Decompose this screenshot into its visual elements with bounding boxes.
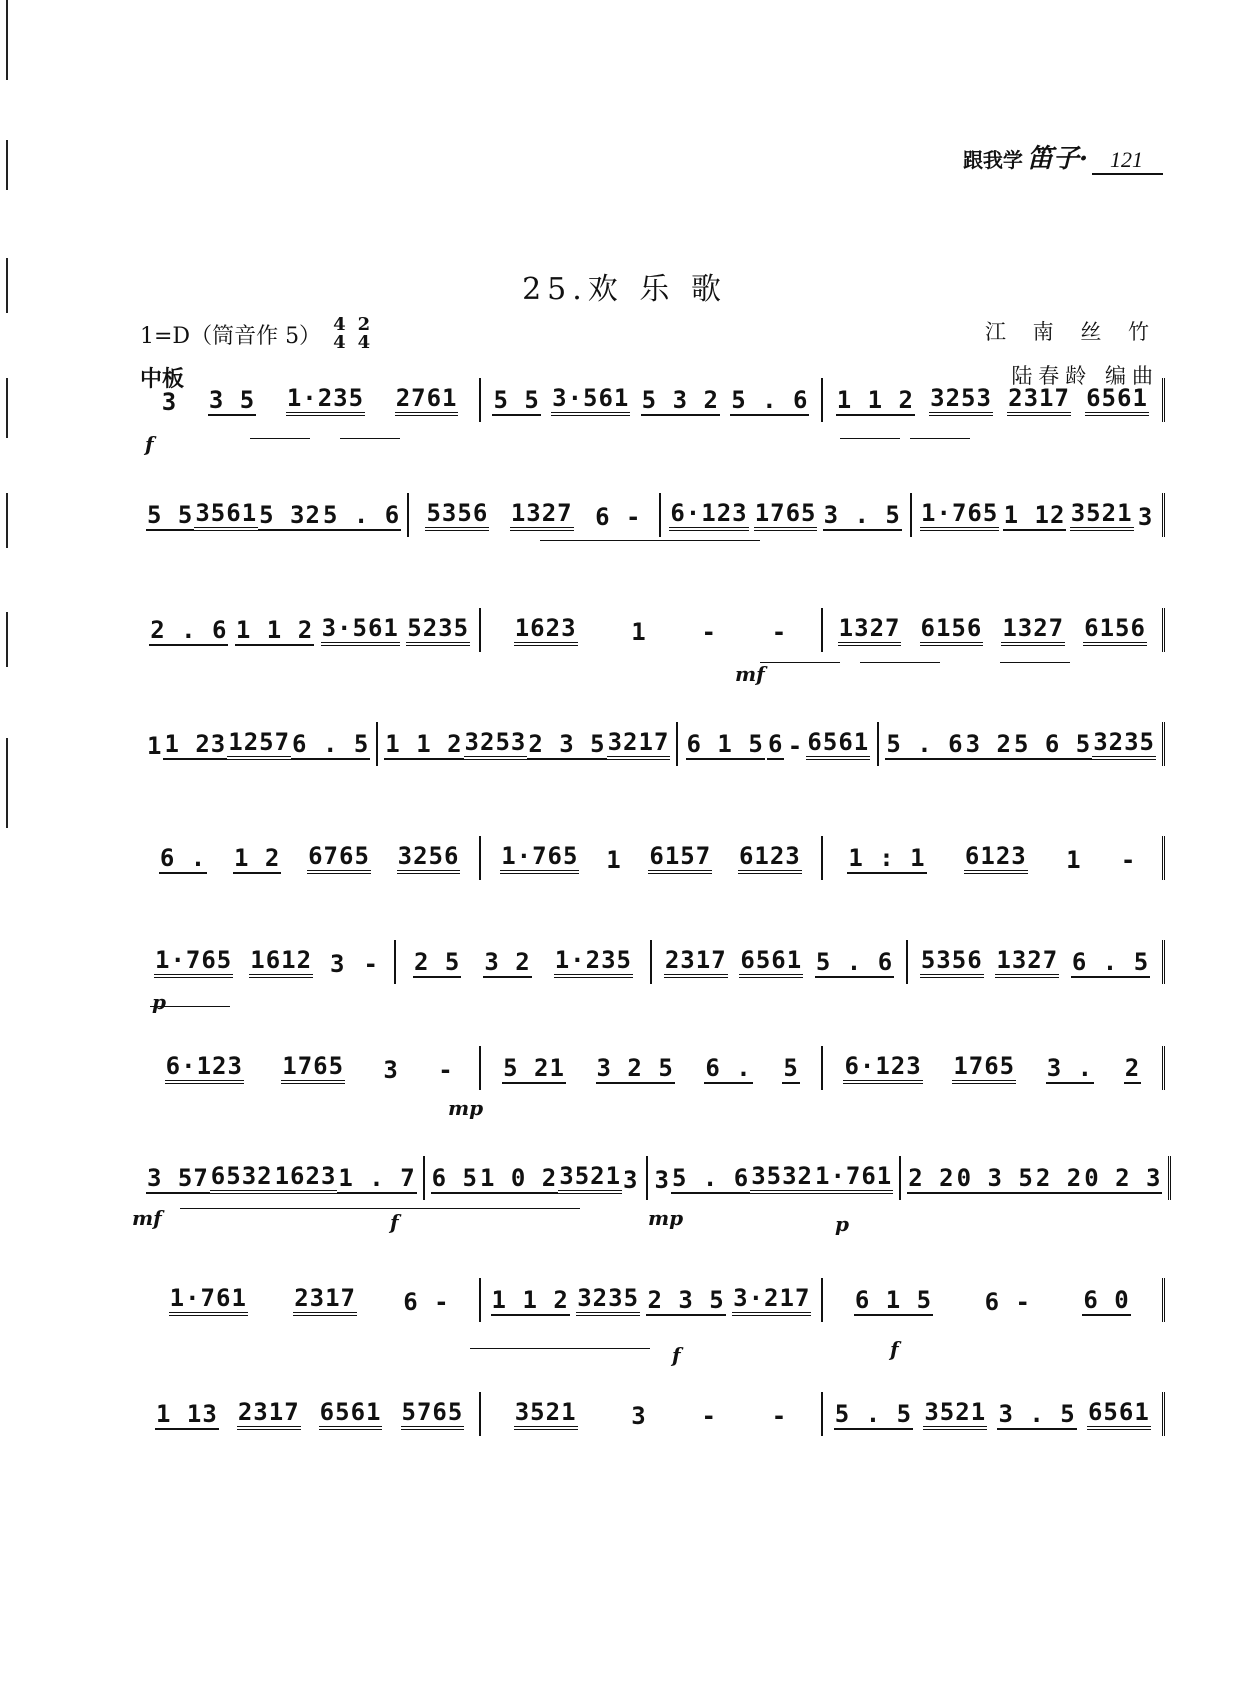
measure xyxy=(823,1278,1165,1322)
margin-mark xyxy=(6,378,8,438)
measure xyxy=(481,1278,822,1322)
note-group: 1·765 xyxy=(920,501,999,531)
note-group: 6 1 5 xyxy=(686,730,764,758)
measure xyxy=(378,722,678,766)
measure xyxy=(481,836,822,880)
note-group: 6561 xyxy=(1087,1400,1151,1430)
note-group: 6561 xyxy=(319,1400,383,1430)
score-line xyxy=(140,1156,1165,1200)
hairpin-line xyxy=(840,438,900,439)
note-group: 6 xyxy=(768,730,784,758)
note-group: 3 xyxy=(330,950,346,978)
note-group: 2 3 5 xyxy=(647,1286,725,1314)
note-group: 3256 xyxy=(397,844,461,874)
note-group: 1 0 2 xyxy=(480,1164,558,1192)
note-group: 5765 xyxy=(401,1400,465,1430)
hairpin-line xyxy=(1000,662,1070,663)
note-group: 2317 xyxy=(1007,386,1071,416)
note-group: 1 xyxy=(606,846,622,874)
score-line xyxy=(140,1046,1165,1090)
time-signature-top: 4 xyxy=(333,314,346,335)
note-group: 6123 xyxy=(964,844,1028,874)
note-group: 1623 xyxy=(514,616,578,646)
margin-mark xyxy=(6,738,8,828)
note-group: 1 1 2 xyxy=(385,730,463,758)
measure xyxy=(140,378,481,422)
hairpin-line xyxy=(910,438,970,439)
note-group: 3217 xyxy=(607,730,671,760)
hairpin-line xyxy=(540,540,760,541)
note-group: 6561 xyxy=(739,948,803,978)
note-group: 3 xyxy=(631,1402,647,1430)
score-line xyxy=(140,722,1165,766)
note-group: 1 xyxy=(1066,846,1082,874)
note-group: 2 . 6 xyxy=(150,616,228,644)
note-group: 2 5 xyxy=(414,948,461,976)
note-group: 3 2 5 xyxy=(596,1054,674,1082)
note-group: 0 3 5 xyxy=(956,1164,1034,1192)
note-group: 6·123 xyxy=(669,501,748,531)
note-group: 1·761 xyxy=(814,1164,893,1194)
note-group: 6 . 5 xyxy=(292,730,370,758)
note-group: 2 xyxy=(1124,1054,1141,1082)
note-group: 2761 xyxy=(395,386,459,416)
measure xyxy=(140,1278,481,1322)
note-group: - xyxy=(771,618,788,646)
note-group: 1 xyxy=(631,618,647,646)
note-group: - xyxy=(1120,846,1137,874)
note-group: 1612 xyxy=(249,948,313,978)
note-group: 5 . 5 xyxy=(834,1400,913,1428)
note-group: - xyxy=(363,950,379,978)
note-group: 6157 xyxy=(648,844,712,874)
note-group: 1 1 2 xyxy=(491,1286,569,1314)
note-group: 5 xyxy=(783,1054,799,1082)
time-signature-bottom: 4 xyxy=(333,332,346,353)
hairpin-line xyxy=(760,662,840,663)
note-group: 1·235 xyxy=(286,386,365,416)
measure xyxy=(140,836,481,880)
note-group: 3 2 xyxy=(484,948,531,976)
note-group: 3 xyxy=(654,1166,670,1194)
measure xyxy=(425,1156,648,1200)
measure xyxy=(140,1046,481,1090)
note-group: 3 . 5 xyxy=(998,1400,1076,1428)
note-group: 6532 xyxy=(210,1164,274,1194)
note-group: 1327 xyxy=(995,948,1059,978)
measure xyxy=(823,608,1165,652)
note-group: 5 6 5 xyxy=(1013,730,1092,758)
note-group: 3521 xyxy=(514,1400,578,1430)
dynamic-marking: p xyxy=(152,990,166,1014)
note-group: 3235 xyxy=(1092,730,1156,760)
measure xyxy=(661,493,913,537)
measure xyxy=(823,1046,1165,1090)
note-group: 1327 xyxy=(838,616,902,646)
note-group: 3·561 xyxy=(321,616,400,646)
time-signature-bottom: 4 xyxy=(357,332,371,353)
note-group: 1327 xyxy=(510,501,574,531)
dynamic-marking: mp xyxy=(448,1096,484,1120)
note-group: 6561 xyxy=(1085,386,1149,416)
key-signature-row xyxy=(140,316,370,352)
note-group: 6 0 xyxy=(1083,1286,1130,1314)
note-group: 3 2 xyxy=(965,730,1012,758)
note-group: 3532 xyxy=(750,1164,814,1194)
note-group: 6123 xyxy=(738,844,802,874)
time-signature-top: 2 xyxy=(357,314,371,335)
note-group: 3 xyxy=(623,1166,639,1194)
note-group: 6·123 xyxy=(843,1054,922,1084)
dynamic-marking: mf xyxy=(132,1206,162,1230)
note-group: 3 5 xyxy=(208,386,256,414)
note-group: 3561 xyxy=(194,501,258,531)
measure xyxy=(409,493,661,537)
note-group: 5 5 xyxy=(493,386,540,414)
measure xyxy=(396,940,652,984)
arranger-credit: 陆春龄 编曲 xyxy=(1011,364,1159,388)
note-group: 5 . 6 xyxy=(731,386,809,414)
note-group: - xyxy=(701,618,717,646)
dynamic-marking: mf xyxy=(735,662,765,686)
note-group: 1·761 xyxy=(169,1286,248,1316)
dynamic-marking: f xyxy=(390,1210,399,1234)
measure xyxy=(140,608,481,652)
note-group: 1765 xyxy=(281,1054,345,1084)
hairpin-line xyxy=(150,1006,230,1007)
note-group: 1·765 xyxy=(154,948,233,978)
measure xyxy=(823,836,1165,880)
note-group: 2317 xyxy=(293,1286,357,1316)
note-group: 1765 xyxy=(952,1054,1016,1084)
note-group: 5 . 6 xyxy=(886,730,964,758)
score-line xyxy=(140,940,1165,984)
note-group: - xyxy=(771,1402,788,1430)
note-group: 2317 xyxy=(664,948,728,978)
margin-mark xyxy=(6,140,8,190)
hairpin-line xyxy=(480,1208,580,1209)
key-signature: 1=D（筒音作 5） xyxy=(140,323,322,349)
note-group: 3 xyxy=(1137,503,1154,531)
measure xyxy=(140,493,409,537)
dynamic-marking: f xyxy=(672,1343,681,1367)
note-group: 5235 xyxy=(406,616,470,646)
note-group: 3 . xyxy=(1046,1054,1094,1082)
measure xyxy=(823,1392,1165,1436)
note-group: 3 xyxy=(161,388,178,416)
running-header xyxy=(963,138,1163,175)
score-line xyxy=(140,378,1165,422)
note-group: 6 . xyxy=(705,1054,752,1082)
score-line xyxy=(140,1278,1165,1322)
margin-mark xyxy=(6,0,8,80)
note-group: 1·765 xyxy=(500,844,579,874)
margin-mark xyxy=(6,612,8,667)
hairpin-line xyxy=(470,1348,650,1349)
measure xyxy=(823,378,1165,422)
score-line xyxy=(140,1392,1165,1436)
note-group: 3 57 xyxy=(147,1164,209,1192)
tempo-marking: 中板 xyxy=(140,367,185,392)
note-group: 3521 xyxy=(558,1164,622,1194)
note-group: 5 32 xyxy=(259,501,321,529)
note-group: 2 3 5 xyxy=(528,730,606,758)
note-group: 5 . 6 xyxy=(671,1164,750,1192)
note-group: 2 2 xyxy=(1035,1164,1083,1192)
note-group: 1 1 2 xyxy=(836,386,914,414)
measure xyxy=(140,722,378,766)
score-line xyxy=(140,836,1165,880)
note-group: 1 12 xyxy=(1003,501,1066,529)
note-group: 5 5 xyxy=(147,501,194,529)
note-group: 1 1 2 xyxy=(235,616,314,644)
note-group: 1 23 xyxy=(164,730,227,758)
note-group: 6156 xyxy=(1083,616,1147,646)
measure xyxy=(648,1156,902,1200)
note-group: 6 - xyxy=(984,1288,1031,1316)
note-group: 3 xyxy=(383,1056,399,1084)
note-group: 1765 xyxy=(754,501,818,531)
hairpin-line xyxy=(250,438,310,439)
note-group: 0 2 3 xyxy=(1084,1164,1162,1192)
hairpin-line xyxy=(340,438,400,439)
note-group: 5 3 2 xyxy=(641,386,719,414)
note-group: 1 . 7 xyxy=(338,1164,416,1192)
note-group: 1·235 xyxy=(554,948,633,978)
measure xyxy=(481,378,822,422)
note-group: 1 2 xyxy=(233,844,281,872)
time-signature xyxy=(358,316,371,352)
score-line xyxy=(140,493,1165,537)
note-group: 6 5 xyxy=(431,1164,478,1192)
note-group: 3521 xyxy=(1070,501,1134,531)
dynamic-marking: f xyxy=(145,432,154,456)
note-group: 1623 xyxy=(274,1164,338,1194)
note-group: 3235 xyxy=(576,1286,640,1316)
note-group: 5 . 6 xyxy=(815,948,894,976)
note-group: 1327 xyxy=(1001,616,1065,646)
measure xyxy=(652,940,908,984)
note-group: 3521 xyxy=(923,1400,987,1430)
measure xyxy=(901,1156,1171,1200)
note-group: 6 - xyxy=(403,1288,450,1316)
note-group: 3253 xyxy=(929,386,993,416)
note-group: 5 . 6 xyxy=(322,501,401,529)
note-group: 1257 xyxy=(227,730,291,760)
note-group: 1 13 xyxy=(156,1400,218,1428)
note-group: 3253 xyxy=(464,730,528,760)
book-brand: 笛子· xyxy=(1026,144,1088,174)
note-group: 5356 xyxy=(425,501,489,531)
measure xyxy=(140,1156,425,1200)
series-name: 跟我学 xyxy=(962,148,1023,172)
note-group: - xyxy=(701,1402,717,1430)
measure xyxy=(481,608,822,652)
hairpin-line xyxy=(860,662,940,663)
note-group: 6·123 xyxy=(165,1054,244,1084)
margin-mark xyxy=(6,493,8,548)
measure xyxy=(879,722,1165,766)
note-group: 1 xyxy=(147,732,163,760)
dynamic-marking: p xyxy=(835,1212,849,1236)
measure xyxy=(912,493,1165,537)
note-group: - xyxy=(787,732,804,760)
note-group: 2 2 xyxy=(908,1164,955,1192)
measure xyxy=(140,1392,481,1436)
note-group: 2317 xyxy=(237,1400,301,1430)
note-group: 6 - xyxy=(595,503,642,531)
note-group: - xyxy=(438,1056,454,1084)
note-group: 3 . 5 xyxy=(823,501,901,529)
note-group: 6765 xyxy=(307,844,371,874)
measure xyxy=(908,940,1165,984)
piece-title: 25.欢 乐 歌 xyxy=(522,272,727,307)
measure xyxy=(140,940,396,984)
note-group: 6 1 5 xyxy=(854,1286,933,1314)
note-group: 5356 xyxy=(920,948,984,978)
measure xyxy=(481,1392,822,1436)
note-group: 6561 xyxy=(806,730,870,760)
time-signature xyxy=(333,316,346,352)
measure xyxy=(481,1046,822,1090)
note-group: 1 : 1 xyxy=(848,844,926,872)
dynamic-marking: mp xyxy=(648,1206,684,1230)
measure xyxy=(678,722,879,766)
note-group: 6 . xyxy=(159,844,207,872)
dynamic-marking: f xyxy=(890,1337,899,1361)
score-line xyxy=(140,608,1165,652)
note-group: 6156 xyxy=(920,616,984,646)
note-group: 3·561 xyxy=(551,386,630,416)
source-credit: 江 南 丝 竹 xyxy=(984,320,1159,344)
page-number: 121 xyxy=(1092,147,1163,175)
note-group: 5 21 xyxy=(503,1054,565,1082)
note-group: 3·217 xyxy=(732,1286,811,1316)
note-group: 6 . 5 xyxy=(1071,948,1150,976)
